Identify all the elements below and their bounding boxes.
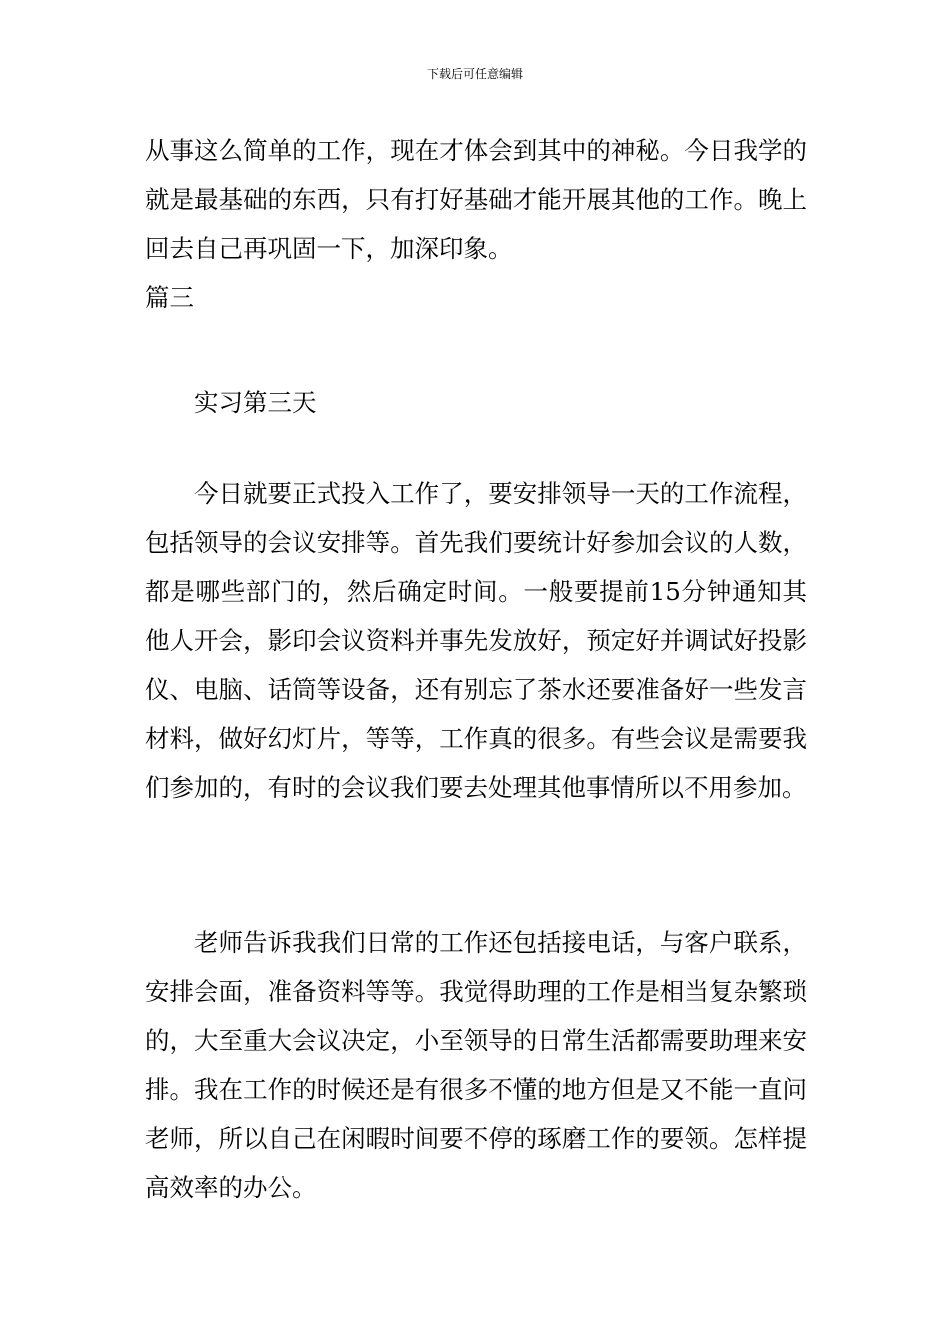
paragraph-meeting-arrangements: 今日就要正式投入工作了，要安排领导一天的工作流程，包括领导的会议安排等。首先我们要统计好参加会议的人数，都是哪些部门的，然后确定时间。一般要提前15分钟通知其他人开会，影印会议资料并事先发放好，预定好并调试好投影仪、电脑、话筒等设备，还有别忘了茶水还要准备好一些发言材料，做好幻灯片，等等，工作真的很多。有些会议是需要我们参加的，有时的会议我们要去处理其他事情所以不用参加。 — [145, 479, 807, 802]
section-heading: 篇三 — [145, 283, 194, 312]
continuation-paragraph: 从事这么简单的工作，现在才体会到其中的神秘。今日我学的就是最基础的东西，只有打好基础才能开展其他的工作。晚上回去自己再巩固一下，加深印象。 — [145, 136, 807, 263]
paragraph-daily-duties: 老师告诉我我们日常的工作还包括接电话，与客户联系，安排会面，准备资料等等。我觉得助理的工作是相当复杂繁琐的，大至重大会议决定，小至领导的日常生活都需要助理来安排。我在工作的时候还是有很多不懂的地方但是又不能一直问老师，所以自己在闲暇时间要不停的琢磨工作的要领。怎样提高效率的办公。 — [145, 928, 807, 1202]
header-note: 下载后可任意编辑 — [426, 67, 523, 81]
day-title: 实习第三天 — [194, 388, 317, 417]
